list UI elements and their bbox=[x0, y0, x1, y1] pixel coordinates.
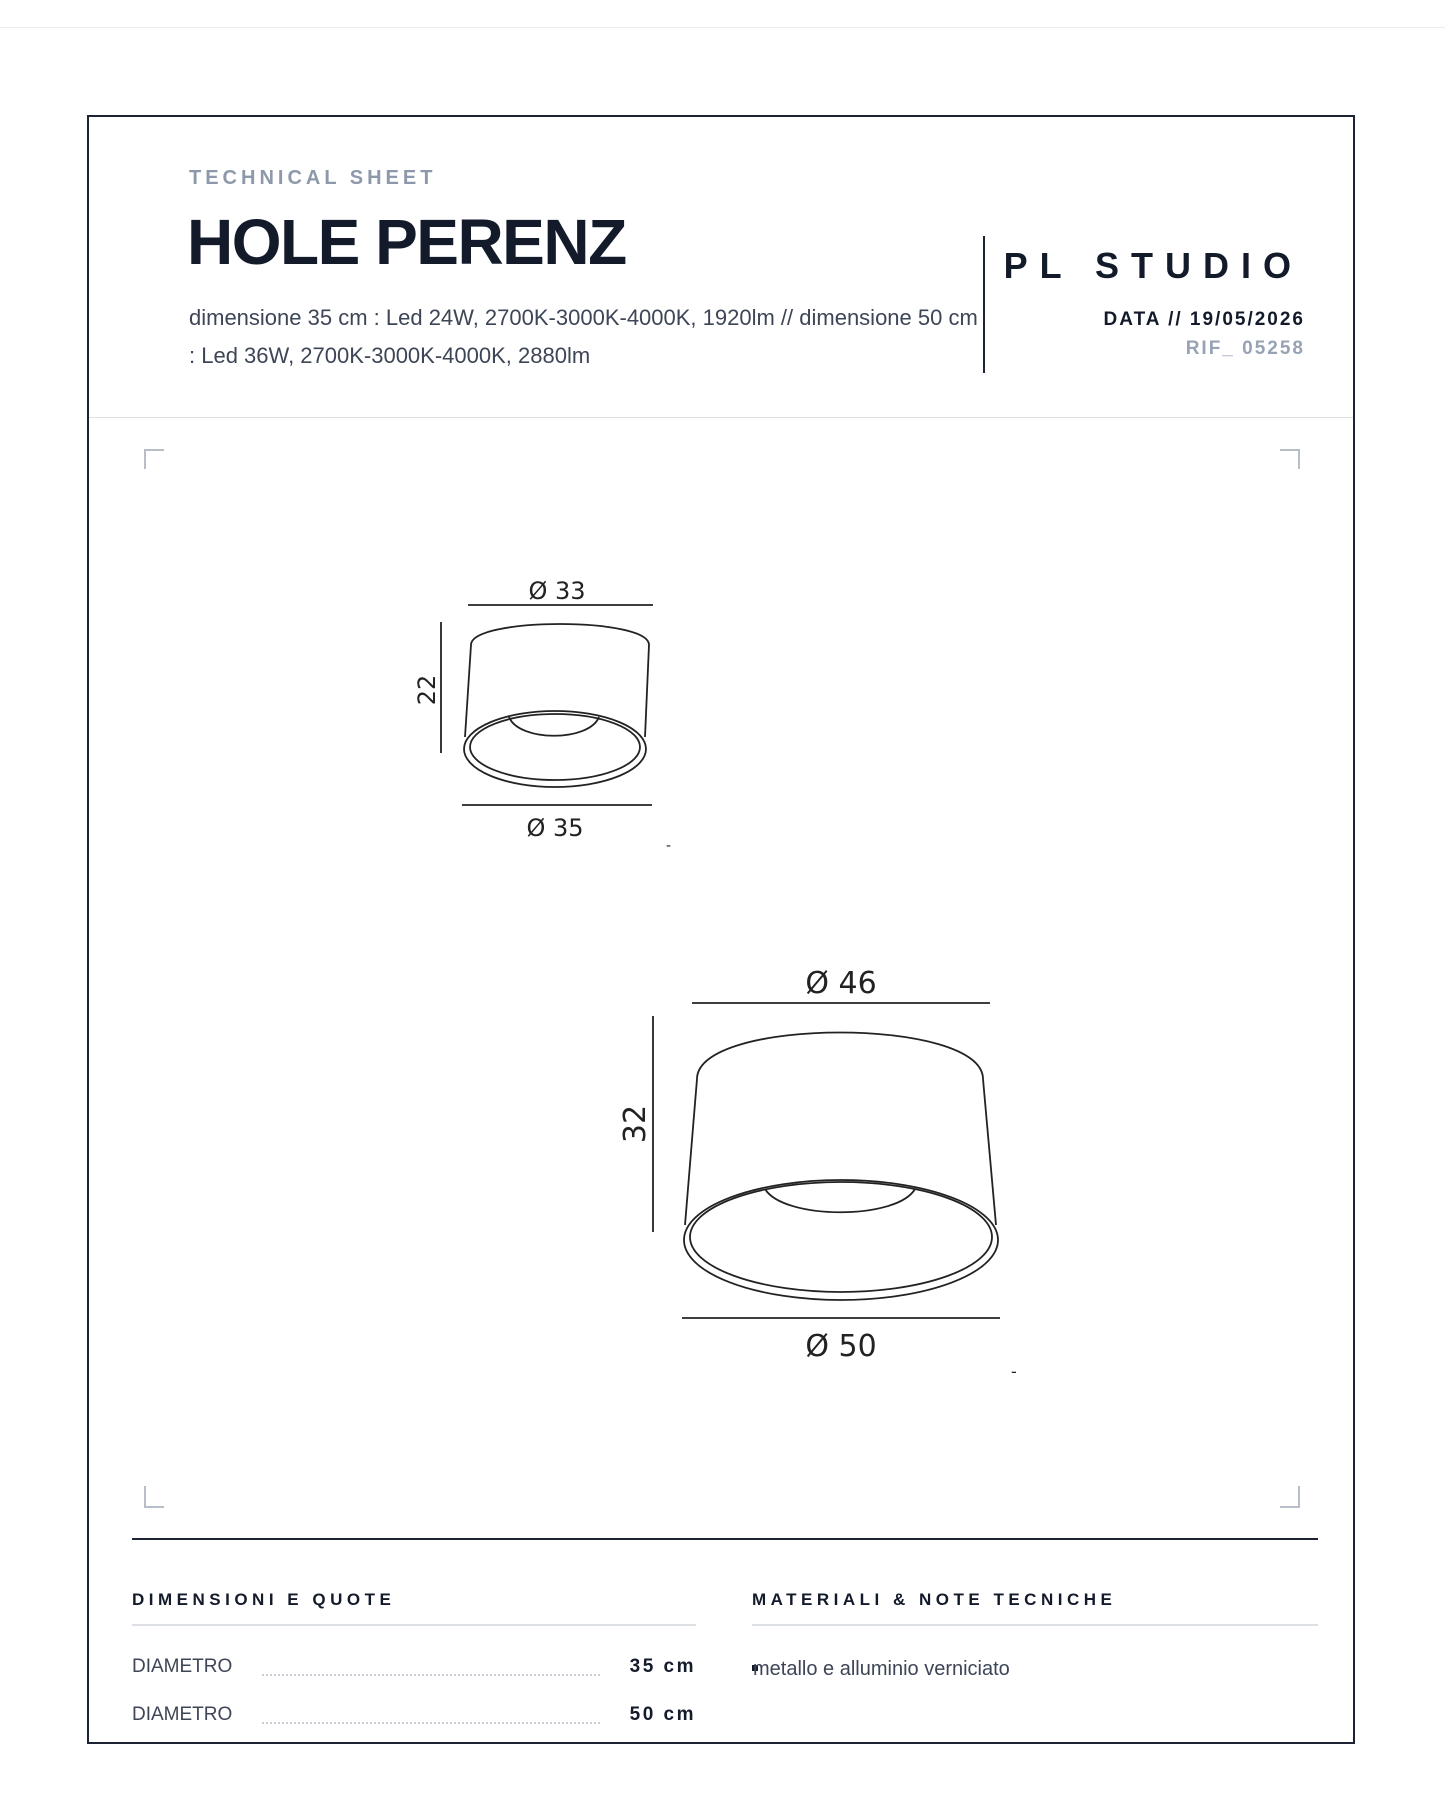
spec-label: DIAMETRO bbox=[132, 1704, 233, 1725]
label-large-height: 32 bbox=[618, 1104, 653, 1144]
spec-label: DIAMETRO bbox=[132, 1656, 233, 1677]
technical-drawing bbox=[89, 117, 1355, 1744]
lamp-large-drawing bbox=[653, 1003, 1000, 1318]
label-small-bottom-diameter: Ø 35 bbox=[526, 814, 584, 842]
label-large-bottom-diameter: Ø 50 bbox=[805, 1329, 877, 1364]
material-note: metallo e alluminio verniciato bbox=[753, 1658, 1010, 1680]
sheet-reference: RIF_ 05258 bbox=[1185, 338, 1305, 359]
corner-marks bbox=[145, 450, 1299, 1507]
lamp-small-right-side bbox=[645, 645, 649, 737]
spec-value: 50 cm bbox=[629, 1704, 696, 1725]
lamp-small-top-edge bbox=[471, 624, 649, 645]
sheet-date: DATA // 19/05/2026 bbox=[1103, 309, 1305, 330]
label-large-top-diameter: Ø 46 bbox=[805, 966, 877, 1001]
lamp-large-right-side bbox=[983, 1079, 996, 1225]
materials-section-rule bbox=[752, 1624, 1318, 1626]
corner-mark-top-left bbox=[145, 450, 164, 469]
spec-row bbox=[132, 1656, 696, 1686]
materials-section-title: MATERIALI & NOTE TECNICHE bbox=[752, 1590, 1117, 1609]
footer-separator bbox=[132, 1538, 1318, 1540]
dimensions-section-title: DIMENSIONI E QUOTE bbox=[132, 1590, 396, 1609]
lamp-large-top-edge bbox=[697, 1033, 983, 1080]
lamp-large-left-side bbox=[685, 1079, 697, 1225]
lamp-large-rim-outer bbox=[684, 1180, 998, 1300]
technical-sheet bbox=[87, 115, 1355, 1744]
lamp-large-rim-inner bbox=[690, 1182, 992, 1292]
product-description: dimensione 35 cm : Led 24W, 2700K-3000K-4000K, 1920lm // dimensione 50 cm : Led 36W, 2700K-3000K-4000K, 2880lm bbox=[189, 305, 978, 368]
corner-mark-bottom-right bbox=[1280, 1486, 1299, 1507]
mark-small: - bbox=[666, 838, 672, 854]
lamp-large-light-source bbox=[765, 1189, 915, 1212]
mark-large: - bbox=[1011, 1362, 1017, 1381]
lamp-small-rim-outer bbox=[464, 711, 646, 787]
lamp-small-light-source bbox=[509, 717, 599, 736]
spec-leader-dots bbox=[262, 1674, 600, 1676]
lamp-small-drawing bbox=[441, 605, 653, 805]
corner-mark-top-right bbox=[1280, 450, 1299, 469]
lamp-small-rim-inner bbox=[470, 714, 640, 780]
label-small-height: 22 bbox=[413, 674, 441, 706]
sheet-kicker: TECHNICAL SHEET bbox=[189, 167, 437, 189]
spec-leader-dots bbox=[262, 1722, 600, 1724]
lamp-small-left-side bbox=[465, 645, 471, 737]
label-small-top-diameter: Ø 33 bbox=[528, 577, 586, 605]
spec-value: 35 cm bbox=[629, 1656, 696, 1677]
product-title: HOLE PERENZ bbox=[187, 206, 626, 278]
spec-row bbox=[132, 1704, 696, 1734]
dimensions-section-rule bbox=[132, 1624, 696, 1626]
corner-mark-bottom-left bbox=[145, 1486, 164, 1507]
studio-name: PL STUDIO bbox=[1003, 245, 1303, 286]
top-divider bbox=[0, 27, 1445, 28]
